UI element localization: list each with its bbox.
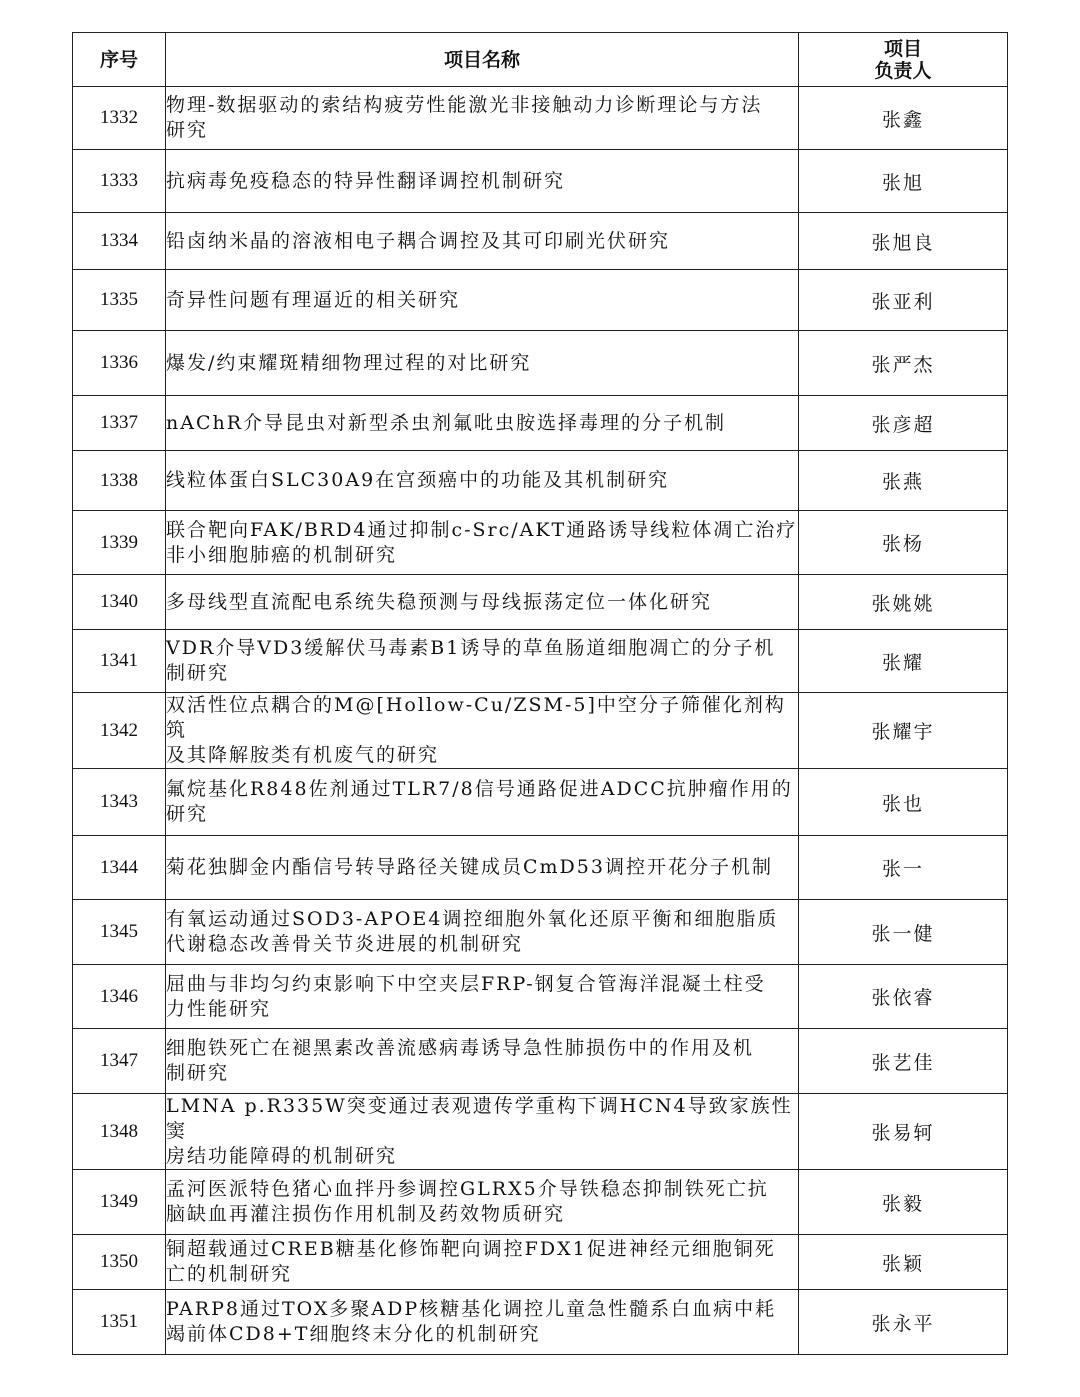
header-leader-line1: 项目 xyxy=(883,37,922,60)
table-row xyxy=(73,630,1008,693)
project-name-line: 氟烷基化R848佐剂通过TLR7/8信号通路促进ADCC抗肿瘤作用的 xyxy=(166,778,793,800)
serial-number-cell: 1346 xyxy=(73,965,166,1029)
project-leader-cell: 张依睿 xyxy=(799,965,1008,1029)
project-name-line: 孟河医派特色猪心血拌丹参调控GLRX5介导铁稳态抑制铁死亡抗 xyxy=(166,1178,769,1200)
project-leader-cell: 张鑫 xyxy=(799,87,1008,150)
project-name-cell xyxy=(166,396,799,451)
project-name-cell xyxy=(166,693,799,769)
project-name-cell xyxy=(166,150,799,213)
project-leader-cell: 张易轲 xyxy=(799,1094,1008,1170)
project-leader-cell: 张亚利 xyxy=(799,270,1008,331)
header-serial-number: 序号 xyxy=(73,33,166,87)
table-row xyxy=(73,575,1008,630)
project-name-line: PARP8通过TOX多聚ADP核糖基化调控儿童急性髓系白血病中耗 xyxy=(166,1298,777,1320)
table-row xyxy=(73,900,1008,965)
table-row xyxy=(73,331,1008,396)
project-leader-cell: 张杨 xyxy=(799,511,1008,575)
serial-number-cell: 1332 xyxy=(73,87,166,150)
project-leader-cell: 张颖 xyxy=(799,1235,1008,1290)
table-row xyxy=(73,769,1008,836)
project-name-cell xyxy=(166,769,799,836)
project-name-line: 物理-数据驱动的索结构疲劳性能激光非接触动力诊断理论与方法 xyxy=(166,94,763,116)
serial-number-cell: 1335 xyxy=(73,270,166,331)
serial-number-cell: 1351 xyxy=(73,1290,166,1355)
project-name-line: 铅卤纳米晶的溶液相电子耦合调控及其可印刷光伏研究 xyxy=(166,229,671,252)
serial-number-cell: 1342 xyxy=(73,693,166,769)
project-table xyxy=(72,32,1008,1355)
serial-number-cell: 1338 xyxy=(73,451,166,511)
project-name-cell xyxy=(166,1029,799,1094)
project-name-line: 联合靶向FAK/BRD4通过抑制c-Src/AKT通路诱导线粒体凋亡治疗 xyxy=(166,518,798,541)
table-row xyxy=(73,451,1008,511)
project-name-line: 菊花独脚金内酯信号转导路径关键成员CmD53调控开花分子机制 xyxy=(166,856,773,878)
project-name-cell xyxy=(166,1235,799,1290)
project-leader-cell: 张严杰 xyxy=(799,331,1008,396)
project-name-cell xyxy=(166,575,799,630)
serial-number-cell: 1334 xyxy=(73,213,166,270)
serial-number-cell: 1336 xyxy=(73,331,166,396)
serial-number-cell: 1344 xyxy=(73,836,166,900)
project-name-line: 双活性位点耦合的M@[Hollow-Cu/ZSM-5]中空分子筛催化剂构筑 xyxy=(166,694,786,741)
table-row xyxy=(73,836,1008,900)
serial-number-cell: 1348 xyxy=(73,1094,166,1170)
project-name-line: 细胞铁死亡在褪黑素改善流感病毒诱导急性肺损伤中的作用及机 xyxy=(166,1037,755,1059)
project-leader-cell: 张一 xyxy=(799,836,1008,900)
serial-number-cell: 1333 xyxy=(73,150,166,213)
project-name-line: 多母线型直流配电系统失稳预测与母线振荡定位一体化研究 xyxy=(166,590,713,613)
serial-number-cell: 1341 xyxy=(73,630,166,693)
project-name-cell xyxy=(166,836,799,900)
project-name-line: 非小细胞肺癌的机制研究 xyxy=(166,543,398,566)
table-header xyxy=(73,33,1008,87)
serial-number-cell: 1343 xyxy=(73,769,166,836)
project-name-line: 抗病毒免疫稳态的特异性翻译调控机制研究 xyxy=(166,169,566,192)
project-name-line: LMNA p.R335W突变通过表观遗传学重构下调HCN4导致家族性窦 xyxy=(166,1095,793,1142)
table-row xyxy=(73,1029,1008,1094)
project-name-cell xyxy=(166,630,799,693)
project-name-cell xyxy=(166,1094,799,1170)
table-row xyxy=(73,396,1008,451)
table-row xyxy=(73,965,1008,1029)
table-row xyxy=(73,270,1008,331)
project-leader-cell: 张燕 xyxy=(799,451,1008,511)
project-name-cell xyxy=(166,213,799,270)
serial-number-cell: 1347 xyxy=(73,1029,166,1094)
table-row xyxy=(73,511,1008,575)
project-leader-cell: 张也 xyxy=(799,769,1008,836)
table-row xyxy=(73,87,1008,150)
project-leader-cell: 张旭良 xyxy=(799,213,1008,270)
project-leader-cell: 张耀 xyxy=(799,630,1008,693)
serial-number-cell: 1337 xyxy=(73,396,166,451)
project-name-line: 有氧运动通过SOD3-APOE4调控细胞外氧化还原平衡和细胞脂质 xyxy=(166,908,779,930)
project-name-line: 奇异性问题有理逼近的相关研究 xyxy=(166,288,461,311)
project-name-line: VDR介导VD3缓解伏马毒素B1诱导的草鱼肠道细胞凋亡的分子机 xyxy=(166,637,776,659)
table-row xyxy=(73,1094,1008,1170)
table-row xyxy=(73,213,1008,270)
project-name-cell xyxy=(166,965,799,1029)
project-leader-cell: 张姚姚 xyxy=(799,575,1008,630)
project-name-cell xyxy=(166,331,799,396)
project-name-cell xyxy=(166,1170,799,1235)
project-name-line: 研究 xyxy=(166,119,209,141)
serial-number-cell: 1350 xyxy=(73,1235,166,1290)
table-row xyxy=(73,1290,1008,1355)
table-row xyxy=(73,1235,1008,1290)
header-project-leader xyxy=(799,33,1008,87)
project-leader-cell: 张艺佳 xyxy=(799,1029,1008,1094)
project-name-line: 房结功能障碍的机制研究 xyxy=(166,1145,398,1167)
project-name-cell xyxy=(166,451,799,511)
project-leader-cell: 张耀宇 xyxy=(799,693,1008,769)
project-leader-cell: 张一健 xyxy=(799,900,1008,965)
project-name-cell xyxy=(166,270,799,331)
project-name-line: 线粒体蛋白SLC30A9在宫颈癌中的功能及其机制研究 xyxy=(166,469,670,491)
project-name-line: 代谢稳态改善骨关节炎进展的机制研究 xyxy=(166,933,524,955)
table-body xyxy=(73,87,1008,1355)
table-row xyxy=(73,150,1008,213)
project-name-line: 制研究 xyxy=(166,1062,230,1084)
project-name-line: 脑缺血再灌注损伤作用机制及药效物质研究 xyxy=(166,1203,566,1225)
project-name-line: 屈曲与非均匀约束影响下中空夹层FRP-钢复合管海洋混凝土柱受 xyxy=(166,972,766,995)
project-name-cell xyxy=(166,87,799,150)
project-name-line: 制研究 xyxy=(166,662,230,684)
project-leader-cell: 张彦超 xyxy=(799,396,1008,451)
table-row xyxy=(73,1170,1008,1235)
project-name-line: 竭前体CD8+T细胞终末分化的机制研究 xyxy=(166,1323,541,1345)
project-leader-cell: 张旭 xyxy=(799,150,1008,213)
project-name-line: 亡的机制研究 xyxy=(166,1263,293,1285)
project-name-line: 研究 xyxy=(166,803,209,825)
serial-number-cell: 1339 xyxy=(73,511,166,575)
header-row xyxy=(73,33,1008,87)
serial-number-cell: 1349 xyxy=(73,1170,166,1235)
serial-number-cell: 1345 xyxy=(73,900,166,965)
serial-number-cell: 1340 xyxy=(73,575,166,630)
project-leader-cell: 张永平 xyxy=(799,1290,1008,1355)
table-row xyxy=(73,693,1008,769)
header-project-name: 项目名称 xyxy=(166,33,799,87)
project-name-line: 力性能研究 xyxy=(166,997,272,1020)
project-name-cell xyxy=(166,1290,799,1355)
project-name-line: nAChR介导昆虫对新型杀虫剂氟吡虫胺选择毒理的分子机制 xyxy=(166,411,727,434)
header-leader-line2: 负责人 xyxy=(874,59,932,82)
project-name-cell xyxy=(166,511,799,575)
project-leader-cell: 张毅 xyxy=(799,1170,1008,1235)
project-name-cell xyxy=(166,900,799,965)
project-name-line: 爆发/约束耀斑精细物理过程的对比研究 xyxy=(166,351,532,374)
project-name-line: 铜超载通过CREB糖基化修饰靶向调控FDX1促进神经元细胞铜死 xyxy=(166,1238,776,1260)
project-name-line: 及其降解胺类有机废气的研究 xyxy=(166,744,440,766)
